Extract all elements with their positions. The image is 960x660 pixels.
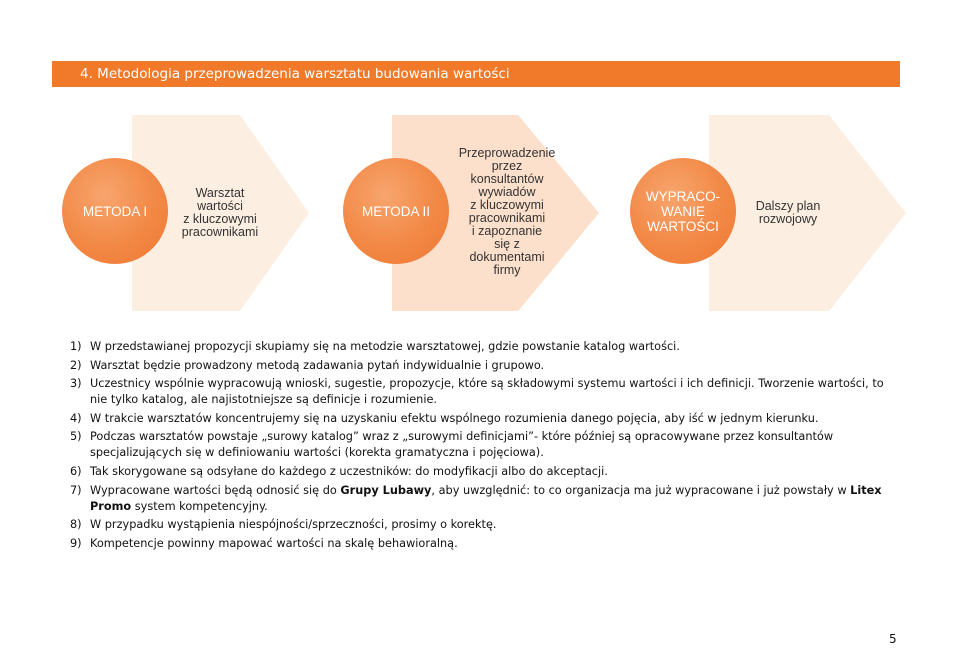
step-3-line: Dalszy plan [755, 199, 821, 213]
step-2-line: przez [491, 158, 523, 173]
step-2-line: wywiadów [478, 184, 536, 199]
company-name-grupy-lubawy: Grupy Lubawy [340, 483, 432, 497]
item-number: 2) [70, 358, 82, 372]
item-text: Kompetencje powinny mapować wartości na skalę behawioralną. [90, 536, 458, 550]
item-text: Warsztat będzie prowadzony metodą zadawania pytań indywidualnie i grupowo. [90, 358, 545, 372]
list-item [70, 376, 900, 408]
list-item [70, 536, 900, 552]
item-number: 7) [70, 483, 82, 497]
step-1-line: pracownikami [181, 225, 259, 239]
methodology-list [70, 339, 900, 554]
list-item [70, 464, 900, 480]
step-2-line: się z [494, 236, 520, 251]
item-text-part: Wypracowane wartości będą odnosić się do [90, 483, 341, 497]
step-3-circle [630, 158, 736, 264]
item-number: 3) [70, 377, 82, 391]
step-2-line: konsultantów [470, 171, 544, 186]
item-text: Uczestnicy wspólnie wypracowują wnioski, sugestie, propozycje, które są składowymi systemu wartości i ich definicji. Tworzenie wartości, to nie tylko katalog, ale najistotniejsze są definicje i rozumienie. [90, 377, 884, 407]
step-3-circle-line: WARTOŚCI [647, 218, 719, 234]
list-item [70, 339, 900, 355]
step-2-line: pracownikami [468, 210, 546, 225]
step-2-line: Przeprowadzenie [458, 145, 556, 160]
step-1-circle [62, 158, 168, 264]
step-2-line: dokumentami [469, 249, 545, 264]
step-2-line: z kluczowymi [470, 197, 544, 212]
item-number: 9) [70, 536, 82, 550]
step-3-circle-line: WYPRACO- [645, 188, 721, 204]
list-item [70, 411, 900, 427]
step-3-circle-line: WANIE [661, 203, 705, 219]
step-1-line: z kluczowymi [183, 212, 257, 226]
list-item [70, 483, 900, 515]
item-number: 5) [70, 430, 82, 444]
item-number: 8) [70, 518, 82, 532]
item-text: W trakcie warsztatów koncentrujemy się na uzyskaniu efektu wspólnego rozumienia danego pojęcia, aby iść w jednym kierunku. [90, 411, 819, 425]
list-item [70, 429, 900, 461]
item-text: Podczas warsztatów powstaje „surowy katalog” wraz z „surowymi definicjami”- które później są opracowywane przez konsultantów specjalizujących się w definiowaniu wartości (korekta gramatyczna i pojęciowa). [90, 430, 834, 460]
step-3-line: rozwojowy [758, 212, 818, 226]
step-2-circle-label: METODA II [361, 203, 430, 219]
item-number: 1) [70, 340, 82, 353]
item-text: Tak skorygowane są odsyłane do każdego z uczestników: do modyfikacji albo do akceptacji. [90, 464, 608, 478]
list-item [70, 358, 900, 374]
step-2-line: i zapoznanie [471, 223, 543, 238]
step-3-text [738, 185, 838, 241]
step-1-text [160, 160, 280, 266]
step-1-line: Warsztat [195, 186, 245, 200]
item-number: 4) [70, 411, 82, 425]
company-name-litex-promo: Litex Promo [90, 483, 882, 513]
page-number: 5 [889, 632, 897, 646]
step-2-text [432, 145, 582, 278]
step-1-line: wartości [197, 199, 243, 213]
item-text-part: , aby uwzględnić: to co organizacja ma już wypracowane i już powstały w [431, 483, 851, 497]
section-title: 4. Metodologia przeprowadzenia warsztatu budowania wartości [52, 61, 900, 87]
step-2-line: firmy [493, 262, 521, 277]
item-number: 6) [70, 464, 82, 478]
step-1-circle-label: METODA I [82, 203, 148, 219]
item-text: W przypadku wystąpienia niespójności/sprzeczności, prosimy o korektę. [90, 518, 497, 532]
item-text-part: system kompetencyjny. [131, 499, 268, 513]
item-text: W przedstawianej propozycji skupiamy się na metodzie warsztatowej, gdzie powstanie katalog wartości. [90, 340, 680, 353]
list-item [70, 517, 900, 533]
